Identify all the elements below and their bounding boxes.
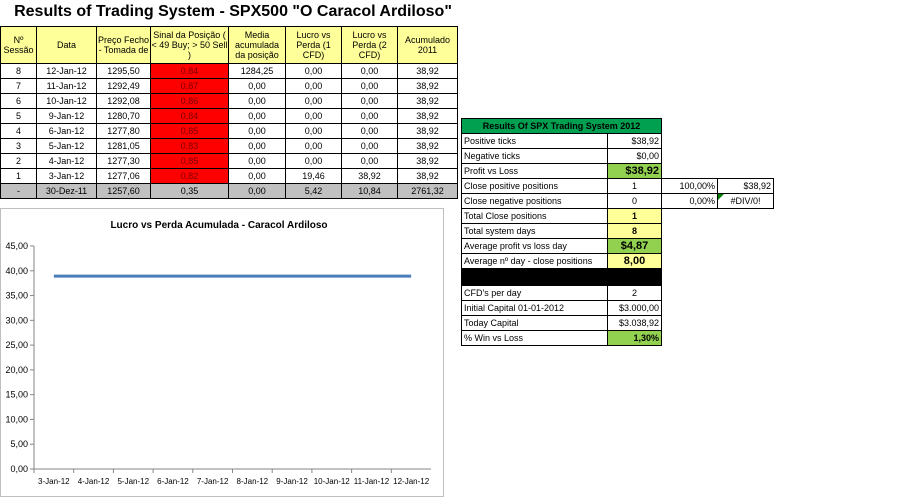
summary-header: Results Of SPX Trading System 2012 (462, 119, 662, 134)
cell-session: 6 (1, 94, 37, 109)
today-capital-value: $3.038,92 (608, 316, 662, 331)
cell-accumulated: 38,92 (398, 64, 458, 79)
cell-close-price: 1257,60 (97, 184, 151, 199)
cell-pl-1cfd: 0,00 (286, 124, 342, 139)
cell-close-price: 1277,80 (97, 124, 151, 139)
cell-signal: 0,82 (151, 169, 229, 184)
y-tick-label: 45,00 (5, 241, 28, 251)
cell-avg-position: 0,00 (229, 79, 286, 94)
table-row (1, 79, 458, 94)
col-header-pl-1cfd: Lucro vs Perda (1 CFD) (286, 27, 342, 64)
y-tick-label: 15,00 (5, 389, 28, 400)
close-negative-count: 0 (608, 194, 662, 209)
cell-date: 12-Jan-12 (37, 64, 97, 79)
avg-day-value: 8,00 (608, 254, 662, 269)
close-negative-pct: 0,00% (662, 194, 718, 209)
cell-close-price: 1292,49 (97, 79, 151, 94)
col-header-accumulated: Acumulado 2011 (398, 27, 458, 64)
cell-pl-2cfd: 0,00 (342, 154, 398, 169)
avg-profit-value: $4,87 (608, 239, 662, 254)
cell-accumulated: 38,92 (398, 94, 458, 109)
cell-session: 1 (1, 169, 37, 184)
cell-pl-2cfd: 0,00 (342, 139, 398, 154)
cell-pl-1cfd: 0,00 (286, 64, 342, 79)
cell-close-price: 1277,30 (97, 154, 151, 169)
cell-close-price: 1280,70 (97, 109, 151, 124)
cell-signal: 0,84 (151, 64, 229, 79)
cell-avg-position: 0,00 (229, 184, 286, 199)
cell-signal: 0,83 (151, 139, 229, 154)
chart-area (0, 208, 444, 497)
col-header-date: Data (37, 27, 97, 64)
cell-session: 7 (1, 79, 37, 94)
cell-avg-position: 0,00 (229, 139, 286, 154)
total-close-value: 1 (608, 209, 662, 224)
cell-session: 3 (1, 139, 37, 154)
summary-table (461, 118, 774, 346)
x-tick-label: 9-Jan-12 (276, 477, 308, 486)
cell-pl-1cfd: 0,00 (286, 139, 342, 154)
cell-avg-position: 0,00 (229, 109, 286, 124)
cell-close-price: 1292,08 (97, 94, 151, 109)
cell-pl-1cfd: 0,00 (286, 109, 342, 124)
cfd-label: CFD's per day (462, 286, 608, 301)
col-header-close-price: Preço Fecho - Tomada de (97, 27, 151, 64)
cell-date: 4-Jan-12 (37, 154, 97, 169)
cell-session: 8 (1, 64, 37, 79)
cell-signal: 0,87 (151, 79, 229, 94)
chart-title: Lucro vs Perda Acumulada - Caracol Ardiloso (110, 220, 328, 231)
cell-date: 30-Dez-11 (37, 184, 97, 199)
cell-accumulated: 2761,32 (398, 184, 458, 199)
negative-ticks-label: Negative ticks (462, 149, 608, 164)
y-tick-label: 10,00 (5, 414, 28, 425)
profit-label: Profit vs Loss (462, 164, 608, 179)
cell-pl-1cfd: 0,00 (286, 94, 342, 109)
cell-session: - (1, 184, 37, 199)
close-negative-label: Close negative positions (462, 194, 608, 209)
col-header-signal: Sinal da Posição ( < 49 Buy; > 50 Sell ) (151, 27, 229, 64)
x-tick-label: 10-Jan-12 (313, 477, 350, 486)
cell-avg-position: 0,00 (229, 169, 286, 184)
table-row (1, 139, 458, 154)
cell-avg-position: 0,00 (229, 154, 286, 169)
table-total-row (1, 184, 458, 199)
x-tick-label: 11-Jan-12 (353, 477, 390, 486)
y-tick-label: 35,00 (5, 290, 28, 301)
col-header-session: Nº Sessão (1, 27, 37, 64)
close-positive-amount: $38,92 (718, 179, 774, 194)
col-header-avg-position: Media acumulada da posição (229, 27, 286, 64)
x-tick-label: 12-Jan-12 (393, 477, 430, 486)
cell-close-price: 1277,06 (97, 169, 151, 184)
table-header-row (1, 27, 458, 64)
cell-session: 5 (1, 109, 37, 124)
y-tick-label: 40,00 (5, 265, 28, 276)
total-days-value: 8 (608, 224, 662, 239)
cell-accumulated: 38,92 (398, 169, 458, 184)
y-tick-label: 0,00 (10, 464, 28, 474)
y-tick-label: 20,00 (5, 364, 28, 375)
y-tick-label: 30,00 (5, 315, 28, 326)
win-loss-label: % Win vs Loss (462, 331, 608, 346)
total-close-label: Total Close positions (462, 209, 608, 224)
table-row (1, 124, 458, 139)
profit-value: $38,92 (608, 164, 662, 179)
cell-close-price: 1295,50 (97, 64, 151, 79)
cell-session: 2 (1, 154, 37, 169)
cell-date: 9-Jan-12 (37, 109, 97, 124)
cell-pl-1cfd: 0,00 (286, 154, 342, 169)
positive-ticks-value: $38,92 (608, 134, 662, 149)
x-tick-label: 6-Jan-12 (157, 477, 189, 486)
cell-avg-position: 0,00 (229, 94, 286, 109)
total-days-label: Total system days (462, 224, 608, 239)
close-positive-label: Close positive positions (462, 179, 608, 194)
cell-accumulated: 38,92 (398, 139, 458, 154)
cell-signal: 0,85 (151, 154, 229, 169)
cell-date: 3-Jan-12 (37, 169, 97, 184)
cell-date: 6-Jan-12 (37, 124, 97, 139)
x-tick-label: 3-Jan-12 (38, 477, 70, 486)
black-separator (608, 269, 662, 286)
y-tick-label: 5,00 (10, 439, 28, 450)
cell-pl-2cfd: 0,00 (342, 94, 398, 109)
cell-pl-1cfd: 5,42 (286, 184, 342, 199)
cell-signal: 0,35 (151, 184, 229, 199)
cell-accumulated: 38,92 (398, 109, 458, 124)
table-row (1, 94, 458, 109)
cell-pl-2cfd: 0,00 (342, 64, 398, 79)
cell-pl-1cfd: 19,46 (286, 169, 342, 184)
cell-accumulated: 38,92 (398, 124, 458, 139)
table-row (1, 109, 458, 124)
initial-capital-label: Initial Capital 01-01-2012 (462, 301, 608, 316)
close-negative-amount: #DIV/0! (718, 194, 774, 209)
avg-profit-label: Average profit vs loss day (462, 239, 608, 254)
cell-pl-2cfd: 0,00 (342, 109, 398, 124)
table-row (1, 169, 458, 184)
cell-date: 5-Jan-12 (37, 139, 97, 154)
cfd-value: 2 (608, 286, 662, 301)
table-row (1, 154, 458, 169)
negative-ticks-value: $0,00 (608, 149, 662, 164)
cell-avg-position: 0,00 (229, 124, 286, 139)
cell-signal: 0,84 (151, 109, 229, 124)
col-header-pl-2cfd: Lucro vs Perda (2 CFD) (342, 27, 398, 64)
cell-close-price: 1281,05 (97, 139, 151, 154)
black-separator (462, 269, 608, 286)
cell-date: 10-Jan-12 (37, 94, 97, 109)
win-loss-value: 1,30% (608, 331, 662, 346)
cell-pl-2cfd: 38,92 (342, 169, 398, 184)
cell-date: 11-Jan-12 (37, 79, 97, 94)
cell-accumulated: 38,92 (398, 154, 458, 169)
x-tick-label: 8-Jan-12 (236, 477, 269, 486)
cell-avg-position: 1284,25 (229, 64, 286, 79)
cell-pl-1cfd: 0,00 (286, 79, 342, 94)
page-title: Results of Trading System - SPX500 "O Caracol Ardiloso" (14, 3, 452, 20)
x-tick-label: 7-Jan-12 (196, 477, 229, 486)
close-positive-pct: 100,00% (662, 179, 718, 194)
today-capital-label: Today Capital (462, 316, 608, 331)
cell-pl-2cfd: 0,00 (342, 79, 398, 94)
line-chart (1, 209, 443, 496)
table-row (1, 64, 458, 79)
cell-signal: 0,85 (151, 124, 229, 139)
cell-signal: 0,86 (151, 94, 229, 109)
y-tick-label: 25,00 (5, 340, 28, 351)
cell-pl-2cfd: 10,84 (342, 184, 398, 199)
initial-capital-value: $3.000,00 (608, 301, 662, 316)
cell-session: 4 (1, 124, 37, 139)
results-table (0, 26, 458, 199)
positive-ticks-label: Positive ticks (462, 134, 608, 149)
cell-pl-2cfd: 0,00 (342, 124, 398, 139)
x-tick-label: 5-Jan-12 (117, 477, 150, 486)
avg-day-label: Average nº day - close positions (462, 254, 608, 269)
close-positive-count: 1 (608, 179, 662, 194)
x-tick-label: 4-Jan-12 (77, 477, 110, 486)
cell-accumulated: 38,92 (398, 79, 458, 94)
